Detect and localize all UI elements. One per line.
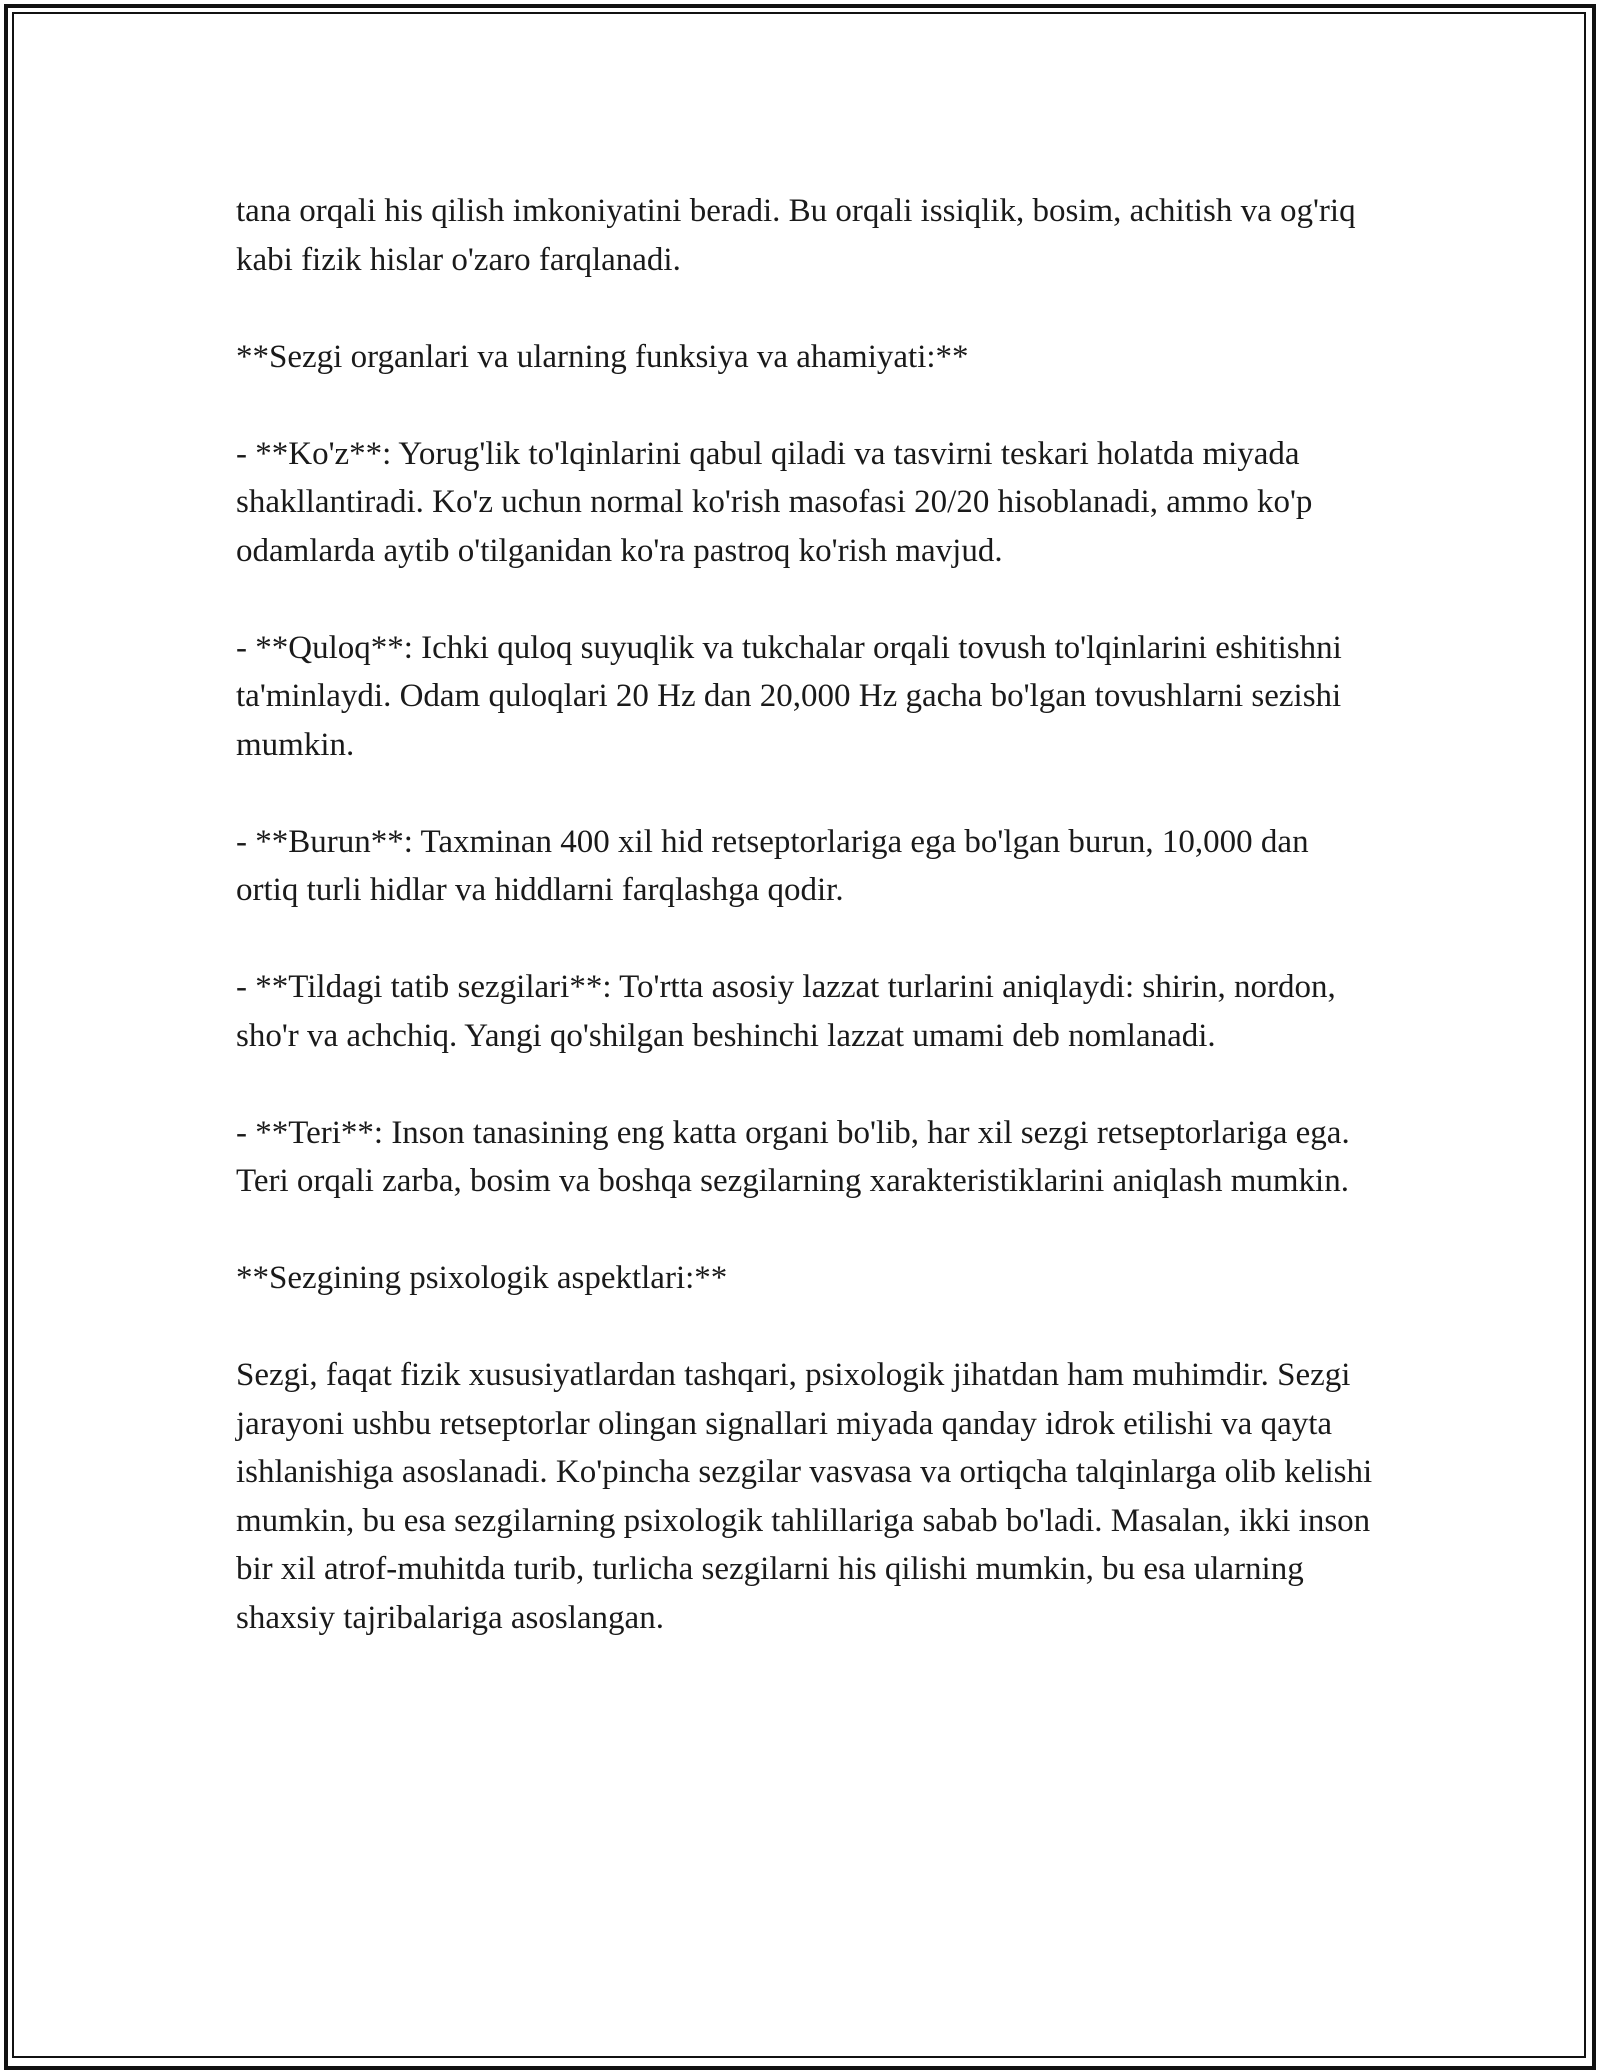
heading-psychological-aspects: **Sezgining psixologik aspektlari:**: [236, 1260, 728, 1296]
list-item-ear: - **Quloq**: Ichki quloq suyuqlik va tukchalar orqali tovush to'lqinlarini eshitishni ta'minlaydi. Odam quloqlari 20 Hz dan 20,000 Hz gacha bo'lgan tovushlarni sezishi mumkin.: [236, 629, 1342, 763]
document-body: [236, 187, 1376, 1642]
heading-sense-organs: **Sezgi organlari va ularning funksiya va ahamiyati:**: [236, 338, 969, 375]
list-item-nose: - **Burun**: Taxminan 400 xil hid retseptorlariga ega bo'lgan burun, 10,000 dan ortiq turli hidlar va hiddlarni farqlashga qodir.: [236, 823, 1309, 908]
paragraph-intro-continuation: tana orqali his qilish imkoniyatini beradi. Bu orqali issiqlik, bosim, achitish va og'riq kabi fizik hislar o'zaro farqlanadi.: [236, 193, 1356, 278]
list-item-taste: - **Tildagi tatib sezgilari**: To'rtta asosiy lazzat turlarini aniqlaydi: shirin, nordon, sho'r va achchiq. Yangi qo'shilgan beshinchi lazzat umami deb nomlanadi.: [236, 969, 1336, 1054]
list-item-eye: - **Ko'z**: Yorug'lik to'lqinlarini qabul qiladi va tasvirni teskari holatda miyada shakllantiradi. Ko'z uchun normal ko'rish masofasi 20/20 hisoblanadi, ammo ko'p odamlarda aytib o'tilganidan ko'ra pastroq ko'rish mavjud.: [236, 435, 1313, 569]
list-item-skin: - **Teri**: Inson tanasining eng katta organi bo'lib, har xil sezgi retseptorlariga ega. Teri orqali zarba, bosim va boshqa sezgilarning xarakteristiklarini aniqlash mumkin.: [236, 1114, 1350, 1199]
paragraph-psychological: Sezgi, faqat fizik xususiyatlardan tashqari, psixologik jihatdan ham muhimdir. Sezgi jarayoni ushbu retseptorlar olingan signallari miyada qanday idrok etilishi va qayta ishlanishiga asoslanadi. Ko'pincha sezgilar vasvasa va ortiqcha talqinlarga olib kelishi mumkin, bu esa sezgilarning psixologik tahlillariga sabab bo'ladi. Masalan, ikki inson bir xil atrof-muhitda turib, turlicha sezgilarni his qilishi mumkin, bu esa ularning shaxsiy tajribalariga asoslangan.: [236, 1357, 1373, 1636]
